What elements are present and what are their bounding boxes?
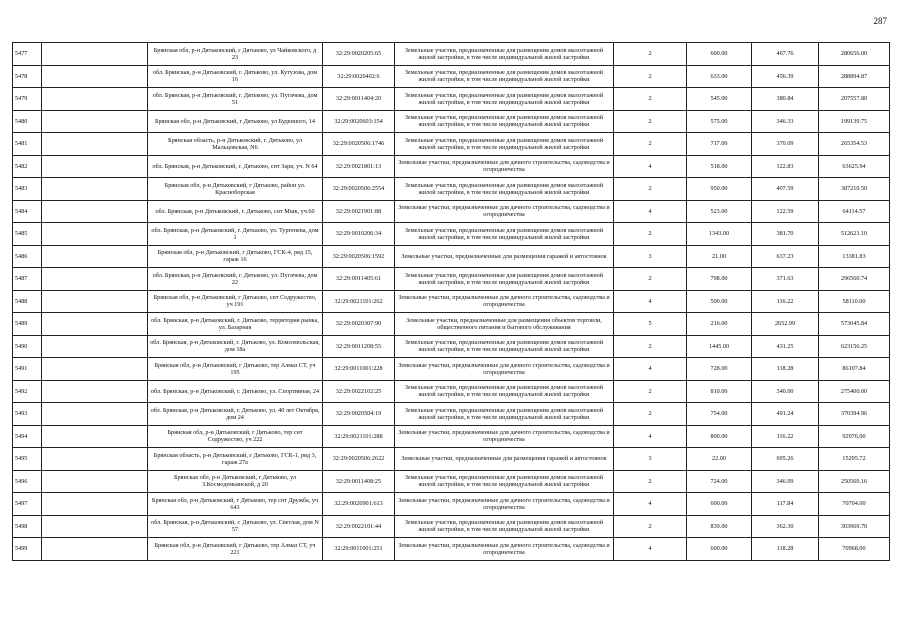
row-number-cell: 5488 <box>13 290 42 313</box>
cadastral-value-cell: 199139.75 <box>819 110 890 133</box>
table-row <box>13 88 890 111</box>
row-number-cell: 5490 <box>13 335 42 358</box>
cadastral-value-cell: 370394.96 <box>819 403 890 426</box>
area-cell: 500.00 <box>687 290 752 313</box>
use-group-cell: 2 <box>614 380 687 403</box>
cadastral-number-cell: 32:29:0011001:228 <box>323 358 395 381</box>
row-number-cell: 5492 <box>13 380 42 403</box>
empty-cell <box>42 88 148 111</box>
row-number-cell: 5479 <box>13 88 42 111</box>
empty-cell <box>42 335 148 358</box>
row-number-cell: 5484 <box>13 200 42 223</box>
table-row <box>13 223 890 246</box>
specific-value-cell: 118.28 <box>752 538 819 561</box>
specific-value-cell: 340.00 <box>752 380 819 403</box>
table-row <box>13 425 890 448</box>
table-row <box>13 268 890 291</box>
empty-cell <box>42 358 148 381</box>
table-row <box>13 335 890 358</box>
table-row <box>13 358 890 381</box>
specific-value-cell: 467.76 <box>752 43 819 66</box>
area-cell: 600.00 <box>687 43 752 66</box>
specific-value-cell: 116.22 <box>752 425 819 448</box>
use-group-cell: 2 <box>614 65 687 88</box>
empty-cell <box>42 313 148 336</box>
address-cell: Брянская обл, р-н Дятьковский, г Дятьково, ГСК-4, ряд 15, гараж 16 <box>148 245 323 268</box>
empty-cell <box>42 425 148 448</box>
cadastral-number-cell: 32:29:0011408:25 <box>323 470 395 493</box>
specific-value-cell: 118.28 <box>752 358 819 381</box>
specific-value-cell: 381.70 <box>752 223 819 246</box>
cadastral-value-cell: 15295.72 <box>819 448 890 471</box>
land-use-cell: Земельные участки, предназначенные для дачного строительства, садоводства и огородничества <box>395 538 614 561</box>
cadastral-number-cell: 32:29:0011001:251 <box>323 538 395 561</box>
specific-value-cell: 371.63 <box>752 268 819 291</box>
area-cell: 728.00 <box>687 358 752 381</box>
address-cell: обл. Брянская, р-н Дятьковский, г. Дятьково, ул. Пугачева, дом 51 <box>148 88 323 111</box>
address-cell: Брянская обл, р-н Дятьковский, г Дятьково, тер снт Содружество, уч 222 <box>148 425 323 448</box>
land-use-cell: Земельные участки, предназначенные для размещения домов малоэтажной жилой застройки, в том числе индивидуальной жилой застройки <box>395 65 614 88</box>
cadastral-number-cell: 32:29:0020901:613 <box>323 493 395 516</box>
cadastral-number-cell: 32:29:0021901:88 <box>323 200 395 223</box>
land-use-cell: Земельные участки, предназначенные для размещения домов малоэтажной жилой застройки, в том числе индивидуальной жилой застройки <box>395 403 614 426</box>
table-row <box>13 290 890 313</box>
address-cell: Брянская обл, р-н Дятьковский, г Дятьково, снт Содружество, уч 191 <box>148 290 323 313</box>
use-group-cell: 2 <box>614 335 687 358</box>
address-cell: обл. Брянская, р-н Дятьковский, г. Дятьково, снт Заря, уч. N 64 <box>148 155 323 178</box>
area-cell: 21.00 <box>687 245 752 268</box>
land-use-cell: Земельные участки, предназначенные для размещения домов малоэтажной жилой застройки, в том числе индивидуальной жилой застройки <box>395 335 614 358</box>
row-number-cell: 5489 <box>13 313 42 336</box>
address-cell: Брянская обл, р-н Дятьковский, г Дятьково, тер Алмаз СТ, уч 221 <box>148 538 323 561</box>
row-number-cell: 5495 <box>13 448 42 471</box>
cadastral-number-cell: 32:29:0011404:20 <box>323 88 395 111</box>
table-row <box>13 133 890 156</box>
area-cell: 950.00 <box>687 178 752 201</box>
cadastral-number-cell: 32:29:0020603:154 <box>323 110 395 133</box>
area-cell: 523.00 <box>687 200 752 223</box>
address-cell: обл. Брянская, р-н Дятьковский, г. Дятьково, ул. Пугачева, дом 22 <box>148 268 323 291</box>
cadastral-value-table <box>12 42 890 561</box>
table-row <box>13 110 890 133</box>
address-cell: обл. Брянская, р-н Дятьковский, г. Дятьково, снт Мшк, уч.60 <box>148 200 323 223</box>
use-group-cell: 4 <box>614 200 687 223</box>
land-use-cell: Земельные участки, предназначенные для размещения домов малоэтажной жилой застройки, в том числе индивидуальной жилой застройки <box>395 178 614 201</box>
land-use-cell: Земельные участки, предназначенные для дачного строительства, садоводства и огородничества <box>395 425 614 448</box>
address-cell: Брянская обл, р-н Дятьковский, г Дятьково, тер Алмаз СТ, уч 195 <box>148 358 323 381</box>
cadastral-value-cell: 70968.00 <box>819 538 890 561</box>
area-cell: 22.00 <box>687 448 752 471</box>
address-cell: Брянская область, р-н Дятьковский, г Дятьково, ГСК-1, ряд 3, гараж 27а <box>148 448 323 471</box>
row-number-cell: 5478 <box>13 65 42 88</box>
use-group-cell: 2 <box>614 88 687 111</box>
specific-value-cell: 695.26 <box>752 448 819 471</box>
use-group-cell: 2 <box>614 268 687 291</box>
empty-cell <box>42 515 148 538</box>
address-cell: Брянская обл, р-н Дятьковский, г Дятьково, ул З.Космодемьянской, д 20 <box>148 470 323 493</box>
row-number-cell: 5487 <box>13 268 42 291</box>
row-number-cell: 5494 <box>13 425 42 448</box>
table-body <box>13 43 890 561</box>
area-cell: 717.00 <box>687 133 752 156</box>
land-use-cell: Земельные участки, предназначенные для дачного строительства, садоводства и огородничества <box>395 290 614 313</box>
specific-value-cell: 407.59 <box>752 178 819 201</box>
land-use-cell: Земельные участки, предназначенные для размещения гаражей и автостоянок <box>395 245 614 268</box>
empty-cell <box>42 133 148 156</box>
table-row <box>13 380 890 403</box>
cadastral-number-cell: 32:29:0020506:2622 <box>323 448 395 471</box>
cadastral-number-cell: 32:29:0020506:1746 <box>323 133 395 156</box>
table-row <box>13 448 890 471</box>
land-use-cell: Земельные участки, предназначенные для дачного строительства, садоводства и огородничества <box>395 358 614 381</box>
address-cell: обл. Брянская, р-н Дятьковский, г. Дятьково, ул. Комсомольская, дом 18а <box>148 335 323 358</box>
row-number-cell: 5496 <box>13 470 42 493</box>
address-cell: Брянская обл, р-н Дятьковский, г Дятьково, ул Буденного, 14 <box>148 110 323 133</box>
row-number-cell: 5481 <box>13 133 42 156</box>
use-group-cell: 4 <box>614 538 687 561</box>
cadastral-number-cell: 32:29:0010206:34 <box>323 223 395 246</box>
specific-value-cell: 380.84 <box>752 88 819 111</box>
row-number-cell: 5497 <box>13 493 42 516</box>
area-cell: 575.00 <box>687 110 752 133</box>
table-row <box>13 313 890 336</box>
table-row <box>13 515 890 538</box>
area-cell: 800.00 <box>687 425 752 448</box>
row-number-cell: 5483 <box>13 178 42 201</box>
land-use-cell: Земельные участки, предназначенные для дачного строительства, садоводства и огородничества <box>395 200 614 223</box>
area-cell: 839.00 <box>687 515 752 538</box>
cadastral-number-cell: 32:29:0020506:2554 <box>323 178 395 201</box>
cadastral-value-cell: 387210.50 <box>819 178 890 201</box>
land-use-cell: Земельные участки, предназначенные для размещения гаражей и автостоянок <box>395 448 614 471</box>
empty-cell <box>42 268 148 291</box>
use-group-cell: 4 <box>614 290 687 313</box>
area-cell: 545.00 <box>687 88 752 111</box>
use-group-cell: 2 <box>614 470 687 493</box>
use-group-cell: 2 <box>614 223 687 246</box>
row-number-cell: 5477 <box>13 43 42 66</box>
address-cell: Брянская обл, р-н Дятьковский, г Дятьково, район ул. Красноборская <box>148 178 323 201</box>
address-cell: обл. Брянская, р-н Дятьковский, г. Дятьково, ул. 40 лет Октября, дом 24 <box>148 403 323 426</box>
cadastral-number-cell: 32:29:0021101:288 <box>323 425 395 448</box>
empty-cell <box>42 43 148 66</box>
cadastral-value-cell: 13381.83 <box>819 245 890 268</box>
specific-value-cell: 116.22 <box>752 290 819 313</box>
address-cell: обл. Брянская, р-н Дятьковский, г. Дятьково, ул. Кутузова, дом 16 <box>148 65 323 88</box>
area-cell: 1343.00 <box>687 223 752 246</box>
specific-value-cell: 122.83 <box>752 155 819 178</box>
row-number-cell: 5493 <box>13 403 42 426</box>
use-group-cell: 2 <box>614 110 687 133</box>
area-cell: 1445.00 <box>687 335 752 358</box>
empty-cell <box>42 448 148 471</box>
specific-value-cell: 2652.99 <box>752 313 819 336</box>
area-cell: 724.00 <box>687 470 752 493</box>
area-cell: 810.00 <box>687 380 752 403</box>
use-group-cell: 4 <box>614 358 687 381</box>
table-row <box>13 403 890 426</box>
cadastral-value-cell: 63625.94 <box>819 155 890 178</box>
cadastral-number-cell: 32:29:0020307:90 <box>323 313 395 336</box>
cadastral-number-cell: 32:29:0020402:6 <box>323 65 395 88</box>
cadastral-value-cell: 275400.00 <box>819 380 890 403</box>
specific-value-cell: 346.09 <box>752 470 819 493</box>
area-cell: 600.00 <box>687 493 752 516</box>
empty-cell <box>42 470 148 493</box>
table-row <box>13 538 890 561</box>
land-use-cell: Земельные участки, предназначенные для размещения домов малоэтажной жилой застройки, в том числе индивидуальной жилой застройки <box>395 88 614 111</box>
use-group-cell: 2 <box>614 178 687 201</box>
empty-cell <box>42 110 148 133</box>
empty-cell <box>42 493 148 516</box>
cadastral-value-cell: 512623.10 <box>819 223 890 246</box>
area-cell: 518.00 <box>687 155 752 178</box>
cadastral-number-cell: 32:29:0020504:19 <box>323 403 395 426</box>
area-cell: 633.00 <box>687 65 752 88</box>
empty-cell <box>42 155 148 178</box>
cadastral-value-cell: 250569.16 <box>819 470 890 493</box>
table-row <box>13 178 890 201</box>
address-cell: обл. Брянская, р-н Дятьковский, г. Дятьково, территория рынка, ул. Базарная <box>148 313 323 336</box>
cadastral-value-cell: 207557.80 <box>819 88 890 111</box>
address-cell: Брянская обл, р-н Дятьковский, г Дятьково, ул Чайковского, д 23 <box>148 43 323 66</box>
table-row <box>13 155 890 178</box>
land-use-cell: Земельные участки, предназначенные для размещения домов малоэтажной жилой застройки, в том числе индивидуальной жилой застройки <box>395 133 614 156</box>
specific-value-cell: 491.24 <box>752 403 819 426</box>
area-cell: 798.00 <box>687 268 752 291</box>
area-cell: 216.00 <box>687 313 752 336</box>
specific-value-cell: 456.39 <box>752 65 819 88</box>
table-row <box>13 470 890 493</box>
specific-value-cell: 117.84 <box>752 493 819 516</box>
empty-cell <box>42 290 148 313</box>
land-use-cell: Земельные участки, предназначенные для размещения домов малоэтажной жилой застройки, в том числе индивидуальной жилой застройки <box>395 110 614 133</box>
row-number-cell: 5485 <box>13 223 42 246</box>
cadastral-value-cell: 288894.87 <box>819 65 890 88</box>
cadastral-value-cell: 92976.00 <box>819 425 890 448</box>
cadastral-value-cell: 70704.00 <box>819 493 890 516</box>
land-use-cell: Земельные участки, предназначенные для размещения домов малоэтажной жилой застройки, в том числе индивидуальной жилой застройки <box>395 223 614 246</box>
row-number-cell: 5480 <box>13 110 42 133</box>
land-use-cell: Земельные участки, предназначенные для размещения домов малоэтажной жилой застройки, в том числе индивидуальной жилой застройки <box>395 268 614 291</box>
specific-value-cell: 362.30 <box>752 515 819 538</box>
row-number-cell: 5482 <box>13 155 42 178</box>
specific-value-cell: 346.33 <box>752 110 819 133</box>
empty-cell <box>42 223 148 246</box>
table-row <box>13 493 890 516</box>
use-group-cell: 2 <box>614 515 687 538</box>
cadastral-value-cell: 623156.25 <box>819 335 890 358</box>
empty-cell <box>42 380 148 403</box>
use-group-cell: 4 <box>614 155 687 178</box>
use-group-cell: 4 <box>614 425 687 448</box>
address-cell: Брянская область, р-н Дятьковский, г. Дятьково, ул Мальцовская, N6 <box>148 133 323 156</box>
specific-value-cell: 431.25 <box>752 335 819 358</box>
address-cell: обл. Брянская, р-н Дятьковский, г. Дятьково, ул. Спортивная, 24 <box>148 380 323 403</box>
table-row <box>13 65 890 88</box>
use-group-cell: 3 <box>614 448 687 471</box>
cadastral-number-cell: 32:29:0020205:65 <box>323 43 395 66</box>
cadastral-value-cell: 58110.00 <box>819 290 890 313</box>
land-use-cell: Земельные участки, предназначенные для дачного строительства, садоводства и огородничества <box>395 493 614 516</box>
land-use-cell: Земельные участки, предназначенные для размещения объектов торговли, общественного питания и бытового обслуживания <box>395 313 614 336</box>
use-group-cell: 4 <box>614 493 687 516</box>
empty-cell <box>42 245 148 268</box>
table-row <box>13 43 890 66</box>
cadastral-number-cell: 32:29:0020506:1592 <box>323 245 395 268</box>
area-cell: 754.00 <box>687 403 752 426</box>
cadastral-value-cell: 280656.00 <box>819 43 890 66</box>
row-number-cell: 5499 <box>13 538 42 561</box>
use-group-cell: 3 <box>614 245 687 268</box>
empty-cell <box>42 65 148 88</box>
cadastral-value-cell: 573045.84 <box>819 313 890 336</box>
address-cell: обл. Брянская, р-н Дятьковский, г. Дятьково, ул. Светлая, дом N 57 <box>148 515 323 538</box>
row-number-cell: 5498 <box>13 515 42 538</box>
cadastral-value-cell: 265354.53 <box>819 133 890 156</box>
cadastral-value-cell: 296560.74 <box>819 268 890 291</box>
use-group-cell: 2 <box>614 403 687 426</box>
cadastral-number-cell: 32:29:0022101:44 <box>323 515 395 538</box>
row-number-cell: 5486 <box>13 245 42 268</box>
empty-cell <box>42 178 148 201</box>
land-use-cell: Земельные участки, предназначенные для размещения домов малоэтажной жилой застройки, в том числе индивидуальной жилой застройки <box>395 515 614 538</box>
address-cell: обл. Брянская, р-н Дятьковский, г. Дятьково, ул. Тургенева, дом 1 <box>148 223 323 246</box>
address-cell: Брянская обл, р-н Дятьковский, г Дятьково, тер снт Дружба, уч 643 <box>148 493 323 516</box>
use-group-cell: 5 <box>614 313 687 336</box>
specific-value-cell: 370.09 <box>752 133 819 156</box>
cadastral-number-cell: 32:29:0022102:25 <box>323 380 395 403</box>
cadastral-number-cell: 32:29:0021101:262 <box>323 290 395 313</box>
land-use-cell: Земельные участки, предназначенные для размещения домов малоэтажной жилой застройки, в том числе индивидуальной жилой застройки <box>395 43 614 66</box>
empty-cell <box>42 538 148 561</box>
land-use-cell: Земельные участки, предназначенные для размещения домов малоэтажной жилой застройки, в том числе индивидуальной жилой застройки <box>395 470 614 493</box>
cadastral-value-cell: 86107.84 <box>819 358 890 381</box>
land-use-cell: Земельные участки, предназначенные для дачного строительства, садоводства и огородничества <box>395 155 614 178</box>
table-row <box>13 245 890 268</box>
cadastral-number-cell: 32:29:0021801:13 <box>323 155 395 178</box>
use-group-cell: 2 <box>614 43 687 66</box>
row-number-cell: 5491 <box>13 358 42 381</box>
use-group-cell: 2 <box>614 133 687 156</box>
land-use-cell: Земельные участки, предназначенные для размещения домов малоэтажной жилой застройки, в том числе индивидуальной жилой застройки <box>395 380 614 403</box>
area-cell: 600.00 <box>687 538 752 561</box>
cadastral-number-cell: 32:29:0011208:55 <box>323 335 395 358</box>
empty-cell <box>42 403 148 426</box>
cadastral-value-cell: 64114.57 <box>819 200 890 223</box>
table-row <box>13 200 890 223</box>
cadastral-number-cell: 32:29:0011405:61 <box>323 268 395 291</box>
specific-value-cell: 637.23 <box>752 245 819 268</box>
page-number: 287 <box>873 16 887 26</box>
empty-cell <box>42 200 148 223</box>
cadastral-value-cell: 303969.70 <box>819 515 890 538</box>
specific-value-cell: 122.59 <box>752 200 819 223</box>
